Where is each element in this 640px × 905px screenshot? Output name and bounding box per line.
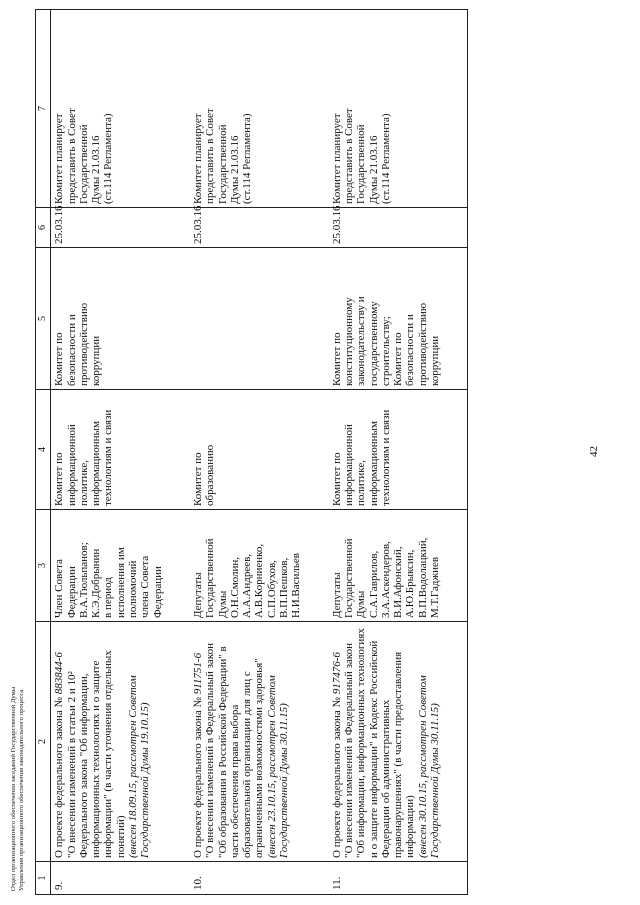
- header-row: [36, 10, 51, 895]
- bill-prefix: О проекте федерального закона №: [330, 694, 343, 858]
- col-header-4: 4: [36, 390, 51, 510]
- coexecutor-cell: Комитет по безопасности и противодействию коррупции: [51, 248, 190, 390]
- bill-number: 917476-6: [330, 652, 343, 695]
- authors-cell: Член Совета Федерации В.А.Тюльпанов; К.Э.Добрынин в период исполнения им полномочий члена Совета Федерации: [51, 510, 190, 622]
- bill-title: "О внесении изменений в Федеральный закон "Об образовании в Российской Федерации" в части обеспечения права выбора образовательной организации для лиц с ограниченными возможностями здоровья": [204, 643, 266, 858]
- coexecutor-cell: [190, 248, 329, 390]
- bill-number: 883844-6: [53, 652, 66, 695]
- col-header-1: 1: [36, 862, 51, 895]
- committee-cell: Комитет по информационной политике, информационным технологиям и связи: [329, 390, 468, 510]
- bill-number: 911751-6: [191, 652, 204, 695]
- committee-cell: Комитет по образованию: [190, 390, 329, 510]
- page-number: 42: [588, 446, 600, 457]
- col-header-6: 6: [36, 208, 51, 248]
- bill-note: (внесен 30.10.15, рассмотрен Советом Государственной Думы 30.11.15): [416, 675, 442, 858]
- footer-line-1: Отдел организационного обеспечения заседаний Государственной Думы: [10, 686, 17, 891]
- row-number: 11.: [329, 862, 468, 895]
- table-row: [51, 10, 190, 895]
- plan-cell: Комитет планирует представить в Совет Государственной Думы 21.03.16 (ст.114 Регламента): [190, 10, 329, 208]
- date-cell: 25.03.16: [329, 208, 468, 248]
- plan-cell: Комитет планирует представить в Совет Государственной Думы 21.03.16 (ст.114 Регламента): [51, 10, 190, 208]
- date-cell: 25.03.16: [190, 208, 329, 248]
- bills-table: [35, 9, 468, 895]
- coexecutor-cell: Комитет по конституционному законодательству и государственному строительству; Комитет по безопасности и противодействию коррупции: [329, 248, 468, 390]
- bill-cell: [190, 622, 329, 862]
- row-number: 10.: [190, 862, 329, 895]
- bill-title: "О внесении изменений в статьи 2 и 10² Федерального закона "Об информации, информационных технологиях и о защите информации" (в части уточнения отдельных понятий): [65, 650, 127, 858]
- bill-title: "О внесении изменений в Федеральный закон "Об информации, информационных технологиях и о защите информации" и Кодекс Российской Федерации об административных правонарушениях" (в части предоставления информации): [342, 628, 417, 858]
- authors-cell: Депутаты Государственной Думы С.А.Гаврилов, З.А.Аскендеров, В.И.Афонский, А.Ю.Брыксин, В.П.Водолацкий, М.Т.Гаджиев: [329, 510, 468, 622]
- row-number: 9.: [51, 862, 190, 895]
- bill-prefix: О проекте федерального закона №: [53, 694, 66, 858]
- col-header-5: 5: [36, 248, 51, 390]
- col-header-2: 2: [36, 622, 51, 862]
- col-header-3: 3: [36, 510, 51, 622]
- plan-cell: Комитет планирует представить в Совет Государственной Думы 21.03.16 (ст.114 Регламента): [329, 10, 468, 208]
- col-header-7: 7: [36, 10, 51, 208]
- bill-cell: [329, 622, 468, 862]
- bill-cell: [51, 622, 190, 862]
- table-row: [190, 10, 329, 895]
- bill-note: (внесен 23.10.15, рассмотрен Советом Государственной Думы 30.11.15): [265, 675, 291, 858]
- table-row: [329, 10, 468, 895]
- bill-prefix: О проекте федерального закона №: [191, 694, 204, 858]
- committee-cell: Комитет по информационной политике, информационным технологиям и связи: [51, 390, 190, 510]
- date-cell: 25.03.16: [51, 208, 190, 248]
- authors-cell: Депутаты Государственной Думы О.Н.Смолин, А.А.Андреев, А.В.Корниенко, С.П.Обухов, В.П.Пешков, Н.И.Васильев: [190, 510, 329, 622]
- footer: [10, 687, 26, 891]
- bill-note: (внесен 18.09.15, рассмотрен Советом Государственной Думы 19.10.15): [127, 675, 152, 858]
- footer-line-2: Управления организационного обеспечения законодательного процесса: [18, 689, 25, 891]
